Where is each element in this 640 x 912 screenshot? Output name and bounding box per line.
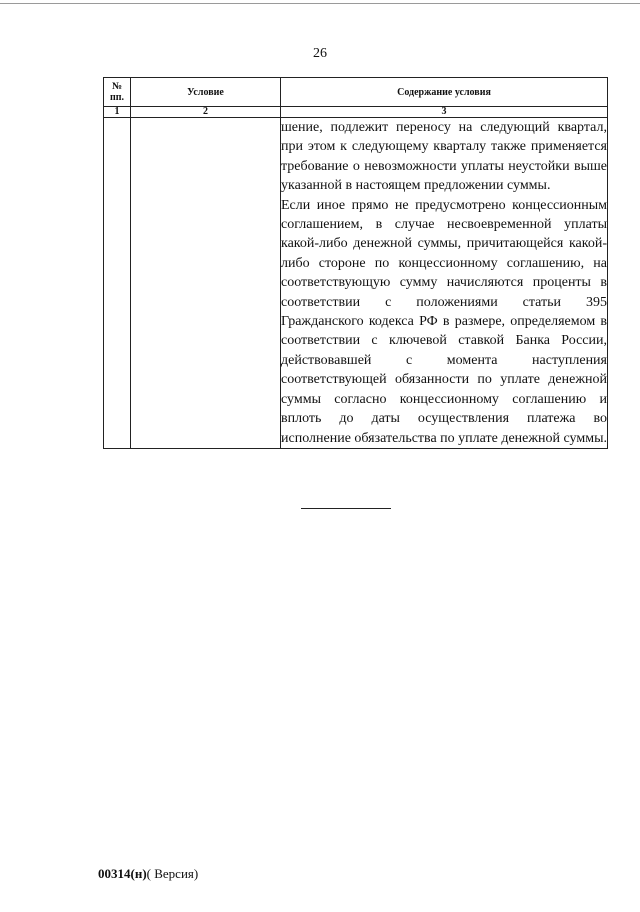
header-condition: Условие: [131, 78, 281, 107]
row-condition-cell: [131, 118, 281, 449]
top-border-line: [0, 3, 640, 4]
end-separator-line: [301, 508, 391, 509]
column-number-1: 1: [104, 107, 131, 118]
header-row: [104, 78, 608, 107]
header-content: Содержание условия: [281, 78, 608, 107]
conditions-table: [103, 77, 608, 449]
page-number: 26: [313, 46, 327, 61]
footer-code: 00314(н): [98, 866, 147, 881]
content-paragraph: шение, подлежит переносу на следующий квартал, при этом к следующему кварталу также применяется требование о невозможности уплаты неустойки выше указанной в настоящем предложении суммы.: [281, 120, 607, 194]
footer-document-code: [98, 866, 198, 882]
content-paragraph: Если иное прямо не предусмотрено концессионным соглашением, в случае несвоевременной уплаты какой-либо денежной суммы, причитающейся какой-либо стороне по концессионному соглашению, на соответствующую сумму начисляются проценты в соответствии с положениями статьи 395 Гражданского кодекса РФ в размере, определяемом в соответствии с ключевой ставкой Банка России, действовавшей с момента наступления соответствующей обязанности по уплате денежной суммы согласно концессионному соглашению и вплоть до даты осуществления платежа во исполнение обязательства по уплате денежной суммы.: [281, 197, 607, 446]
footer-version-label: ( Версия): [146, 866, 199, 881]
row-number-cell: [104, 118, 131, 449]
row-content-cell: [281, 118, 608, 449]
column-number-2: 2: [131, 107, 281, 118]
header-number: № пп.: [104, 78, 131, 107]
column-number-row: [104, 107, 608, 118]
table-row: [104, 118, 608, 449]
column-number-3: 3: [281, 107, 608, 118]
